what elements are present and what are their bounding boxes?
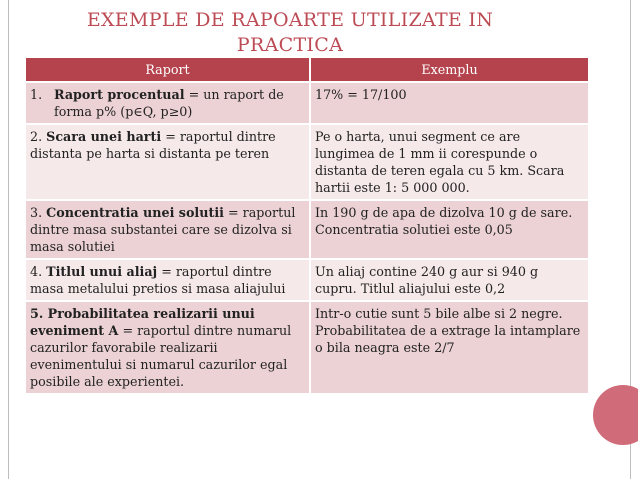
row-number: 5. <box>30 306 44 321</box>
raport-cell <box>26 124 310 200</box>
raport-definition: = raportul dintre masa substantei care se dizolva si masa solutiei <box>30 205 296 254</box>
exemplu-cell: Un aliaj contine 240 g aur si 940 g cupru. Titlul aliajului este 0,2 <box>310 259 588 301</box>
raport-definition: = un raport de forma p% (p∈Q, p≥0) <box>54 87 284 119</box>
row-number: 1. <box>30 87 43 102</box>
raport-definition: = raportul dintre numarul cazurilor favorabile realizarii evenimentului si numarul cazurilor egal posibile ale experientei. <box>30 323 292 389</box>
table-row <box>26 259 588 301</box>
raport-cell <box>26 82 310 124</box>
header-raport: Raport <box>26 58 310 82</box>
raport-definition: = raportul dintre distanta pe harta si distanta pe teren <box>30 129 276 161</box>
row-number: 4. <box>30 264 43 279</box>
raport-definition: = raportul dintre masa metalului pretios si masa aliajului <box>30 264 286 296</box>
raport-cell <box>26 259 310 301</box>
row-number: 2. <box>30 129 43 144</box>
table-row <box>26 82 588 124</box>
raport-cell <box>26 200 310 259</box>
slide-title <box>20 8 560 58</box>
ratios-table <box>26 58 588 393</box>
table-header-row <box>26 58 588 82</box>
raport-cell <box>26 301 310 393</box>
row-number: 3. <box>30 205 43 220</box>
left-frame-line <box>8 0 9 479</box>
table-row <box>26 124 588 200</box>
exemplu-cell: 17% = 17/100 <box>310 82 588 124</box>
raport-term: Probabilitatea realizarii unui eveniment A <box>30 306 255 338</box>
slide-title-line1: EXEMPLE DE RAPOARTE UTILIZATE IN <box>86 9 494 31</box>
raport-term: Scara unei harti <box>46 129 162 144</box>
exemplu-cell: Intr-o cutie sunt 5 bile albe si 2 negre. Probabilitatea de a extrage la intamplare o bila neagra este 2/7 <box>310 301 588 393</box>
raport-term: Titlul unui aliaj <box>46 264 158 279</box>
header-exemplu: Exemplu <box>310 58 588 82</box>
decorative-circle <box>593 385 638 445</box>
slide-title-line2: PRACTICA <box>236 34 344 56</box>
raport-term: Raport procentual <box>54 87 185 102</box>
exemplu-cell: Pe o harta, unui segment ce are lungimea de 1 mm ii corespunde o distanta de teren egala cu 5 km. Scara hartii este 1: 5 000 000. <box>310 124 588 200</box>
raport-term: Concentratia unei solutii <box>46 205 224 220</box>
exemplu-cell: In 190 g de apa de dizolva 10 g de sare. Concentratia solutiei este 0,05 <box>310 200 588 259</box>
table-row <box>26 301 588 393</box>
table-row <box>26 200 588 259</box>
